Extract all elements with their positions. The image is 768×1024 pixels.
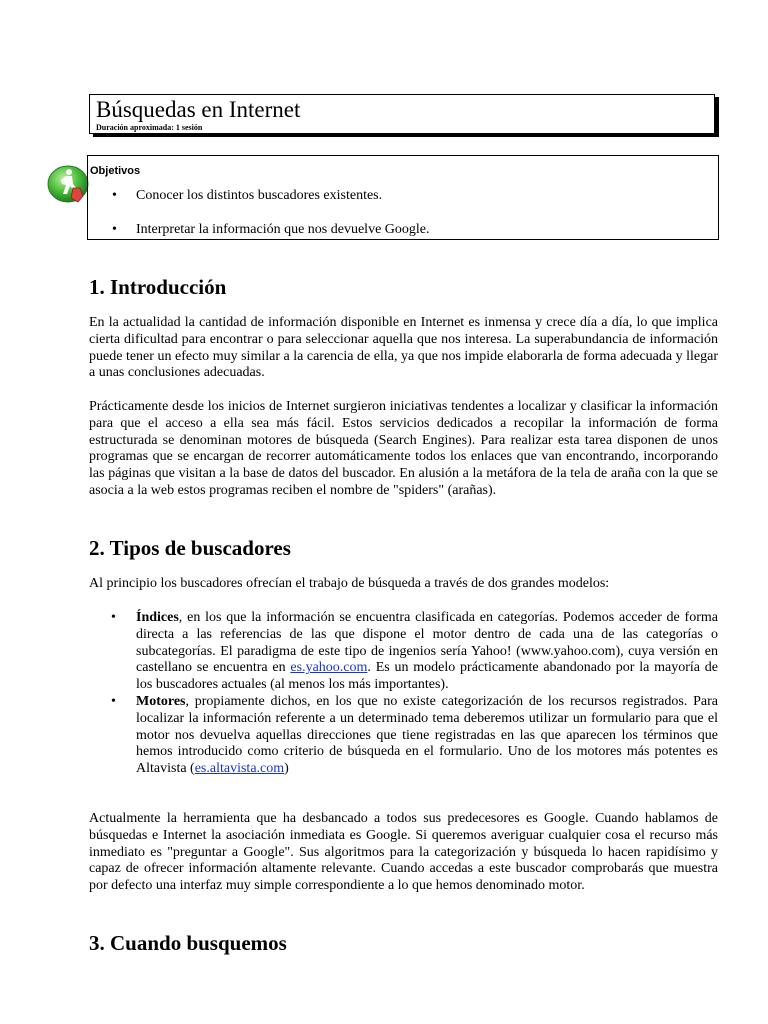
title-box [89,94,715,134]
objective-item: • Interpretar la información que nos devuelve Google. [110,221,430,238]
indices-text-before: , en los que la información se encuentra clasificada en categorías. Podemos acceder de forma directa a las referencias de las que dispone el motor dentro de cada una de las categorías o subcategorías. El paradigma de este tipo de ingenios sería Yahoo! (www.yahoo.com), cuya versión en castellano se encuentra en [136,610,718,676]
section-heading-tipos: 2. Tipos de buscadores [89,536,291,560]
objectives-box [87,155,719,240]
paragraph-tipos-intro: Al principio los buscadores ofrecían el trabajo de búsqueda a través de dos grandes modelos: [89,576,610,591]
link-es-yahoo[interactable]: es.yahoo.com [290,660,368,676]
page-title: Búsquedas en Internet [96,97,301,122]
objectives-list [110,187,430,255]
list-item-indices [89,610,718,694]
paragraph-intro-1: En la actualidad la cantidad de información disponible en Internet es inmensa y crece día a día, lo que implica cierta dificultad para encontrar o para seleccionar aquella que nos interesa. La superabundancia de información puede tener un efecto muy similar a la carencia de ella, ya que nos impide elaborarla de forma adecuada y llegar a unas conclusiones adecuadas. [89,315,718,381]
motores-text-before: , propiamente dichos, en los que no existe categorización de los recursos registrados. Para localizar la información referente a un determinado tema deberemos utilizar un formulario para que el motor nos devuelva aquellas direcciones que tiene registradas en las que aparecen los términos que hemos introducido como criterio de búsqueda en el formulario. Uno de los motores más potentes es Altavista ( [136,693,718,777]
motores-text-after: ) [284,761,289,777]
objective-item: • Conocer los distintos buscadores existentes. [110,187,430,204]
term-motores: Motores [136,693,186,709]
buscadores-list [89,610,718,778]
indices-text-after: . Es un modelo prácticamente abandonado por la mayoría de los buscadores actuales (al menos los más importantes). [136,660,718,693]
section-heading-introduccion: 1. Introducción [89,275,227,299]
objectives-title: Objetivos [90,165,141,177]
term-indices: Índices [136,610,179,625]
paragraph-google: Actualmente la herramienta que ha desbancado a todos sus predecesores es Google. Cuando hablamos de búsquedas e Internet la asociación inmediata es Google. Si queremos averiguar cualquier cosa el recurso más inmediato es "preguntar a Google". Sus algoritmos para la categorización y búsqueda lo hacen rapidísimo y capaz de ofrecer información altamente relevante. Cuando accedas a este buscador comprobarás que muestra por defecto una interfaz muy simple correspondiente a lo que hemos denominado motor. [89,811,718,894]
list-item-motores [89,694,718,778]
duration-label: Duración aproximada: 1 sesión [96,123,203,132]
link-es-altavista[interactable]: es.altavista.com [194,761,285,777]
paragraph-intro-2: Prácticamente desde los inicios de Internet surgieron iniciativas tendentes a localizar y clasificar la información para que el acceso a ella sea más fácil. Estos servicios dedicados a recopilar la información de forma estructurada se denominan motores de búsqueda (Search Engines). Para realizar esta tarea disponen de unos programas que se encargan de recorrer automáticamente todos los enlaces que van encontrando, incorporando las páginas que visitan a la base de datos del buscador. En alusión a la metáfora de la tela de araña con la que se asocia a la web estos programas reciben el nombre de "spiders" (arañas). [89,399,718,498]
section-heading-cuando-busquemos: 3. Cuando busquemos [89,931,287,955]
